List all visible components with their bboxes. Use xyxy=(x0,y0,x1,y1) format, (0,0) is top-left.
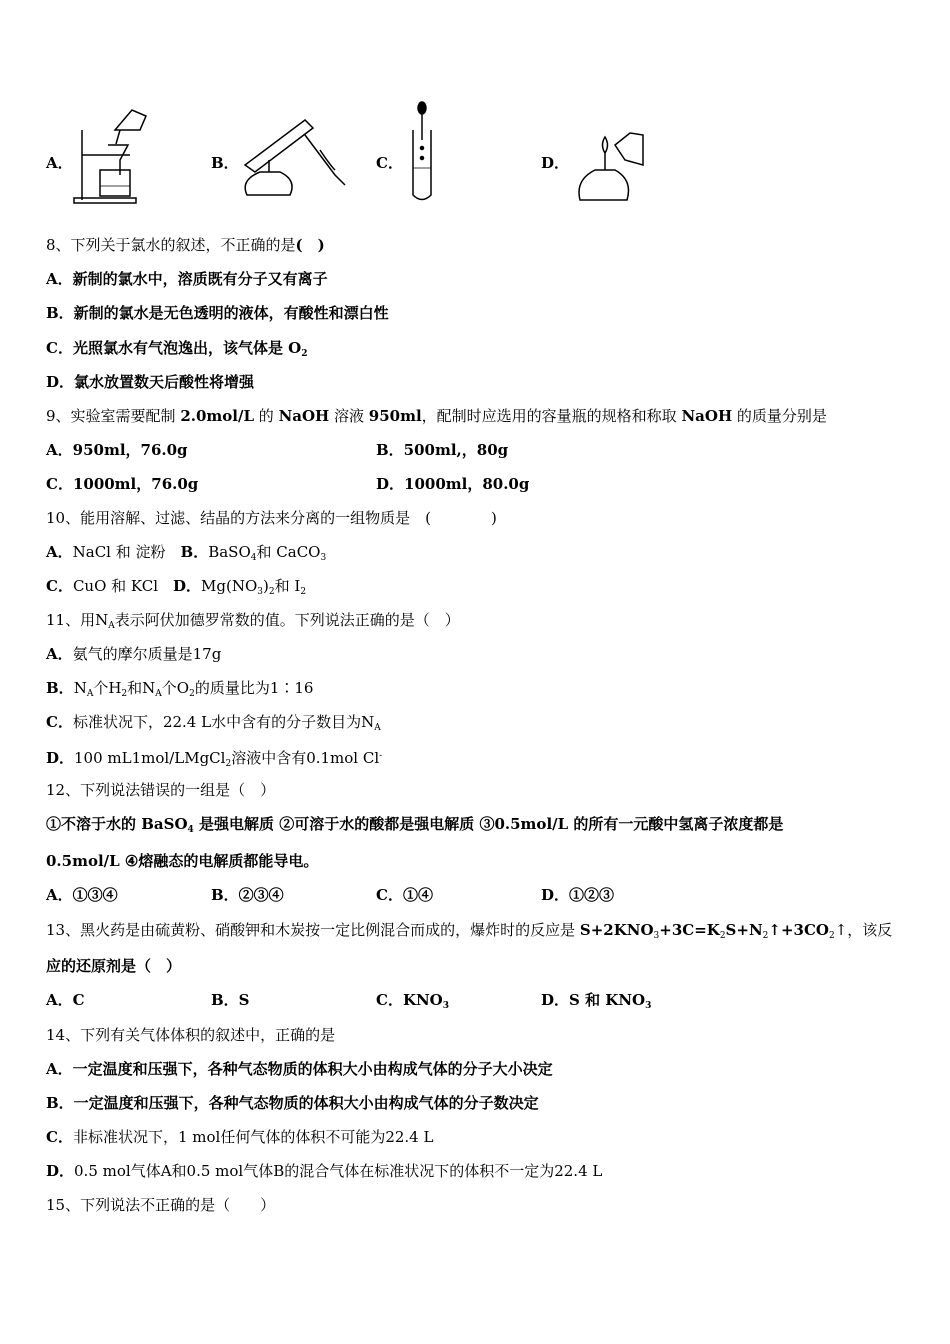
line-q8b xyxy=(46,303,389,323)
text-segment: 3 xyxy=(645,1001,652,1011)
text-segment: 应的还原剂是（ ） xyxy=(46,957,182,975)
figure-label-b: B． xyxy=(211,154,239,172)
text-segment: 的质量分别是 xyxy=(732,407,827,425)
text-segment: ( ) xyxy=(295,236,325,254)
text-segment: ↑，该反 xyxy=(834,921,893,939)
line-q9 xyxy=(46,406,827,426)
text-segment: 2 xyxy=(121,689,128,699)
text-segment: D．①②③ xyxy=(541,886,615,904)
text-segment: 是强电解质 ②可溶于水的酸都是强电解质 ③0.5mol/L 的所有一元酸中氢离子浓度都是 xyxy=(193,815,784,833)
text-segment: 3 xyxy=(257,587,264,597)
line-q8a xyxy=(46,269,328,289)
option-q13-opts-1 xyxy=(211,990,250,1010)
text-segment: C．①④ xyxy=(376,886,433,904)
line-q15 xyxy=(46,1195,275,1215)
text-segment: 2 xyxy=(301,349,308,359)
text-segment: 13、黑火药是由硫黄粉、硝酸钾和木炭按一定比例混合而成的，爆炸时的反应是 xyxy=(46,921,580,939)
line-q13b xyxy=(46,956,181,976)
text-segment: N xyxy=(73,679,87,697)
text-segment: 溶液 xyxy=(329,407,369,425)
text-segment: 2 xyxy=(300,587,307,597)
text-segment: 2 xyxy=(829,931,835,941)
text-segment: 个O xyxy=(161,679,190,697)
line-q14 xyxy=(46,1025,335,1045)
filtration-apparatus-icon xyxy=(70,100,150,205)
text-segment: - xyxy=(379,751,383,761)
option-q12-opts-2 xyxy=(376,885,433,905)
figure-label-d: D． xyxy=(541,154,570,172)
text-segment: 2 xyxy=(762,931,769,941)
text-segment: 12、下列说法错误的一组是（ ） xyxy=(46,781,276,799)
line-q11a xyxy=(46,644,221,664)
text-segment: 非标准状况下，1 mol任何气体的体积不可能为22.4 L xyxy=(72,1128,434,1146)
line-q8c xyxy=(46,338,308,364)
text-segment: 溶液中含有0.1mol Cl xyxy=(231,749,380,767)
text-segment: A．950ml，76.0g xyxy=(46,441,188,459)
text-segment: NaOH xyxy=(278,407,330,425)
text-segment: A．新制的氯水中，溶质既有分子又有离子 xyxy=(46,270,328,288)
text-segment: 3 xyxy=(320,553,327,563)
option-q9-cd-1 xyxy=(376,474,529,494)
line-q14c xyxy=(46,1127,433,1147)
text-segment: Mg(NO xyxy=(201,577,258,595)
text-segment: 和N xyxy=(127,679,156,697)
option-q12-opts-3 xyxy=(541,885,614,905)
test-tube-heating-icon xyxy=(235,110,350,205)
text-segment: D． xyxy=(46,1162,75,1180)
text-segment: ) xyxy=(263,577,269,595)
text-segment: 标准状况下，22.4 L水中含有的分子数目为N xyxy=(72,713,375,731)
text-segment: 个H xyxy=(93,679,122,697)
option-q13-opts-3 xyxy=(541,990,651,1016)
text-segment: S+2KNO xyxy=(579,921,654,939)
text-segment: A xyxy=(86,689,94,699)
text-segment: 0.5 mol气体A和0.5 mol气体B的混合气体在标准状况下的体积不一定为22.4 L xyxy=(74,1162,603,1180)
text-segment: 2 xyxy=(189,689,195,699)
text-segment: C．光照氯水有气泡逸出，该气体是 O xyxy=(46,339,302,357)
text-segment: D． xyxy=(173,577,202,595)
text-segment: A． xyxy=(46,543,73,561)
text-segment: C．KNO xyxy=(376,991,443,1009)
text-segment: B．S xyxy=(211,991,250,1009)
text-segment: S+N xyxy=(725,921,763,939)
text-segment: 8、下列关于氯水的叙述，不正确的是 xyxy=(46,236,296,254)
text-segment: A xyxy=(374,723,381,733)
text-segment: C． xyxy=(46,577,73,595)
text-segment: D．S 和 KNO xyxy=(541,991,646,1009)
text-segment: NaOH xyxy=(681,407,733,425)
line-q12 xyxy=(46,780,275,800)
option-q9-ab-1 xyxy=(376,440,508,460)
text-segment: +3C=K xyxy=(659,921,720,939)
text-segment: A xyxy=(155,689,162,699)
text-segment: 的质量比为1∶16 xyxy=(194,679,314,697)
text-segment: B．新制的氯水是无色透明的液体，有酸性和漂白性 xyxy=(46,304,389,322)
line-q8d xyxy=(46,372,254,392)
line-q10cd xyxy=(46,576,306,602)
text-segment: D． xyxy=(46,749,75,767)
text-segment: A xyxy=(108,621,115,631)
line-q11d xyxy=(46,746,382,774)
text-segment: D．1000ml，80.0g xyxy=(376,475,530,493)
text-segment: 11、用N xyxy=(46,611,109,629)
line-q14d xyxy=(46,1161,602,1181)
text-segment: 和 CaCO xyxy=(256,543,321,561)
text-segment: 3 xyxy=(653,931,660,941)
text-segment: BaSO xyxy=(208,543,251,561)
text-segment: B．一定温度和压强下，各种气态物质的体积大小由构成气体的分子数决定 xyxy=(46,1094,539,1112)
alcohol-lamp-lighting-icon xyxy=(575,125,650,205)
text-segment: A．C xyxy=(46,991,85,1009)
line-q10 xyxy=(46,508,497,528)
text-segment: CuO 和 KCl xyxy=(72,577,174,595)
option-q13-opts-0 xyxy=(46,990,85,1010)
line-q11c xyxy=(46,712,381,738)
text-segment: 4 xyxy=(250,553,257,563)
text-segment: ↑+3CO xyxy=(768,921,829,939)
text-segment: 10、能用溶解、过滤、结晶的方法来分离的一组物质是 ( ) xyxy=(46,509,497,527)
text-segment: C．1000ml，76.0g xyxy=(46,475,199,493)
text-segment: 100 mL1mol/LMgCl xyxy=(74,749,226,767)
text-segment: 4 xyxy=(187,825,194,835)
text-segment: ①不溶于水的 BaSO xyxy=(46,815,188,833)
text-segment: 氨气的摩尔质量是17g xyxy=(72,645,222,663)
text-segment: NaCl 和 淀粉 xyxy=(72,543,181,561)
text-segment: C． xyxy=(46,1128,73,1146)
text-segment: B．500ml,，80g xyxy=(376,441,509,459)
option-q13-opts-2 xyxy=(376,990,449,1016)
text-segment: 表示阿伏加德罗常数的值。下列说法正确的是（ ） xyxy=(114,611,460,629)
line-q14b xyxy=(46,1093,539,1113)
text-segment: C． xyxy=(46,713,73,731)
line-q10ab xyxy=(46,542,326,568)
text-segment: 2.0mol/L xyxy=(180,407,255,425)
text-segment: A． xyxy=(46,645,73,663)
line-q12s2 xyxy=(46,851,318,871)
text-segment: 15、下列说法不正确的是（ ） xyxy=(46,1196,276,1214)
text-segment: 3 xyxy=(442,1001,450,1011)
option-q9-ab-0 xyxy=(46,440,188,460)
text-segment: ，配制时应选用的容量瓶的规格和称取 xyxy=(421,407,682,425)
text-segment: B． xyxy=(180,543,209,561)
text-segment: D．氯水放置数天后酸性将增强 xyxy=(46,373,255,391)
text-segment: 2 xyxy=(225,759,232,769)
line-q14a xyxy=(46,1059,553,1079)
text-segment: 的 xyxy=(254,407,279,425)
line-q12s1 xyxy=(46,814,783,840)
figure-label-c: C． xyxy=(376,154,403,172)
text-segment: 2 xyxy=(268,587,275,597)
dropper-test-tube-icon xyxy=(405,100,440,205)
line-q8 xyxy=(46,235,325,255)
text-segment: 9、实验室需要配制 xyxy=(46,407,181,425)
option-q9-cd-0 xyxy=(46,474,198,494)
line-q11 xyxy=(46,610,460,636)
text-segment: B．②③④ xyxy=(211,886,284,904)
text-segment: 2 xyxy=(719,931,726,941)
option-q12-opts-1 xyxy=(211,885,284,905)
text-segment: 14、下列有关气体体积的叙述中，正确的是 xyxy=(46,1026,336,1044)
text-segment: 950ml xyxy=(368,407,422,425)
line-q11b xyxy=(46,678,313,704)
text-segment: A．①③④ xyxy=(46,886,118,904)
text-segment: A．一定温度和压强下，各种气态物质的体积大小由构成气体的分子大小决定 xyxy=(46,1060,553,1078)
line-q13 xyxy=(46,920,892,946)
option-q12-opts-0 xyxy=(46,885,118,905)
text-segment: B． xyxy=(46,679,74,697)
figure-label-a: A． xyxy=(46,154,73,172)
text-segment: 和 I xyxy=(274,577,301,595)
text-segment: 0.5mol/L ④熔融态的电解质都能导电。 xyxy=(46,852,319,870)
